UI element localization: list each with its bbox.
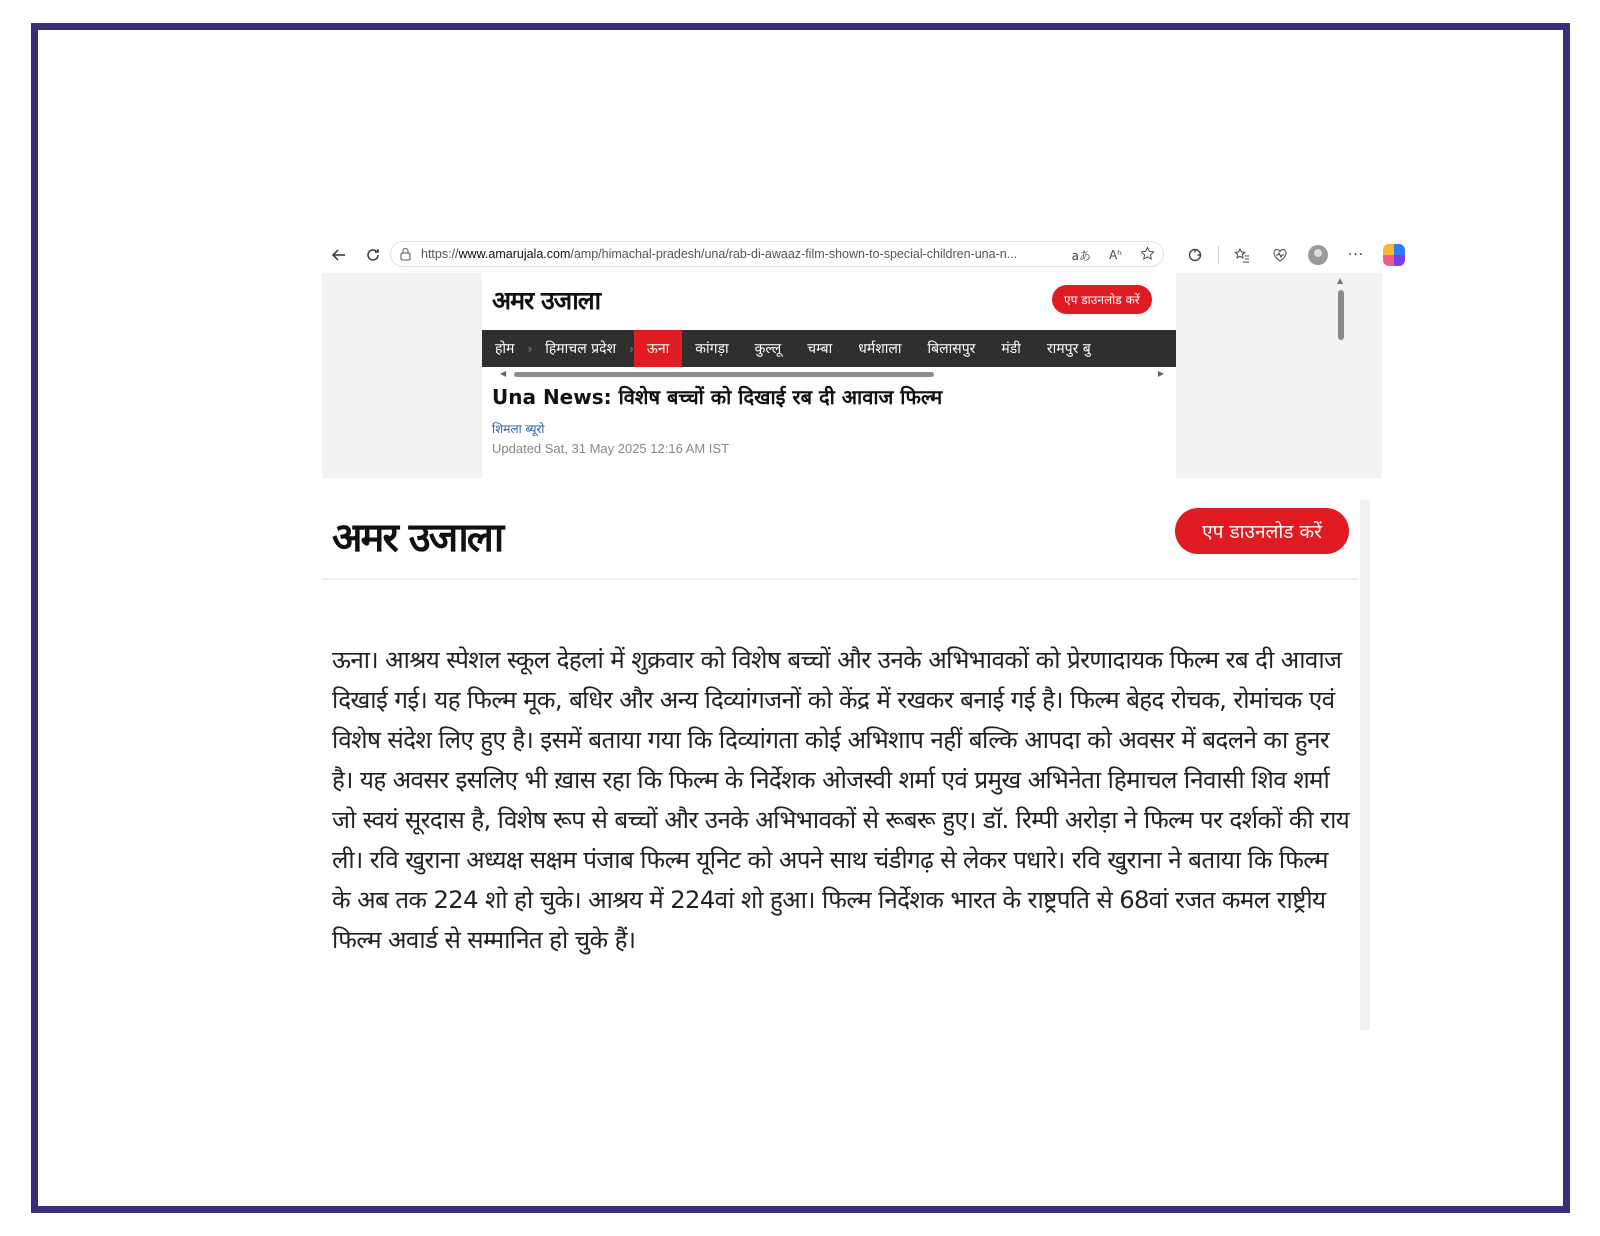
nav-item-home[interactable]: होम [495, 341, 515, 357]
site-logo-large[interactable]: अमर उजाला [332, 514, 503, 561]
nav-item-kangra[interactable]: कांगड़ा [695, 341, 729, 357]
extensions-icon[interactable] [1180, 238, 1210, 272]
lock-icon [399, 247, 413, 261]
read-aloud-icon[interactable]: Aʰ [1108, 248, 1122, 262]
chevron-right-icon: › [629, 341, 634, 356]
chevron-right-icon: › [527, 341, 533, 356]
page-scrollbar[interactable] [1337, 276, 1345, 476]
scroll-rail [1360, 500, 1370, 1030]
nav-item-chamba[interactable]: चम्बा [807, 341, 833, 357]
author-link[interactable]: शिमला ब्यूरो [492, 422, 545, 436]
article-headline: Una News: विशेष बच्चों को दिखाई रब दी आवाज फिल्म [492, 385, 943, 409]
address-bar[interactable] [390, 241, 1164, 267]
nav-item-kullu[interactable]: कुल्लू [754, 341, 782, 357]
site-page [482, 273, 1176, 478]
scroll-left-arrow-icon[interactable]: ◀ [500, 369, 507, 378]
nav-item-mandi[interactable]: मंडी [1001, 341, 1021, 357]
header-divider [322, 578, 1358, 580]
browser-essentials-icon[interactable] [1265, 238, 1295, 272]
nav-horizontal-scrollbar[interactable] [500, 369, 1164, 379]
favorite-star-icon[interactable] [1140, 246, 1155, 264]
nav-item-rampur[interactable]: रामपुर बु [1046, 341, 1091, 357]
translate-icon[interactable]: aあ [1071, 248, 1091, 263]
site-logo[interactable]: अमर उजाला [492, 286, 601, 315]
nav-item-dharamshala[interactable]: धर्मशाला [858, 341, 902, 357]
app-download-button-large[interactable]: एप डाउनलोड करें [1175, 508, 1349, 554]
browser-toolbar [322, 236, 1382, 273]
scroll-right-arrow-icon[interactable]: ▶ [1157, 369, 1164, 378]
favorites-icon[interactable] [1227, 238, 1257, 272]
article-body: ऊना। आश्रय स्पेशल स्कूल देहलां में शुक्रवार को विशेष बच्चों और उनके अभिभावकों को प्रेरणादायक फिल्म रब दी आवाज दिखाई गई। यह फिल्म मूक, बधिर और अन्य दिव्यांगजनों को केंद्र में रखकर बनाई गई है। फिल्म बेहद रोचक, रोमांचक एवं विशेष संदेश लिए हुए है। इसमें बताया गया कि दिव्यांगता कोई अभिशाप नहीं बल्कि आपदा को अवसर में बदलने का हुनर है। यह अवसर इसलिए भी ख़ास रहा कि फिल्म के निर्देशक ओजस्वी शर्मा एवं प्रमुख अभिनेता हिमाचल निवासी शिव शर्मा जो स्वयं सूरदास है, विशेष रूप से बच्चों और उनके अभिभावकों से रूबरू हुए। डॉ. रिम्पी अरोड़ा ने फिल्म पर दर्शकों की राय ली। रवि खुराना अध्यक्ष सक्षम पंजाब फिल्म यूनिट को अपने साथ चंडीगढ़ से लेकर पधारे। रवि खुराना ने बताया कि फिल्म के अब तक 224 शो हो चुके। आश्रय में 224वां शो हुआ। फिल्म निर्देशक भारत के राष्ट्रपति से 68वां रजत कमल राष्ट्रीय फिल्म अवार्ड से सम्मानित हो चुके हैं। [332, 646, 1350, 954]
copilot-icon[interactable] [1379, 238, 1409, 272]
back-icon[interactable] [322, 238, 356, 272]
toolbar-divider [1218, 246, 1219, 264]
category-nav [482, 330, 1176, 367]
browser-window [322, 236, 1382, 478]
nav-scroll-thumb[interactable] [514, 372, 934, 377]
url-text: https://www.amarujala.com/amp/himachal-pradesh/una/rab-di-awaaz-film-shown-to-special-children-una-n... [421, 247, 1018, 261]
scroll-up-arrow-icon[interactable]: ▲ [1337, 276, 1344, 285]
article-zoom [322, 500, 1370, 1030]
updated-timestamp: Updated Sat, 31 May 2025 12:16 AM IST [492, 441, 730, 456]
nav-item-himachal[interactable]: हिमाचल प्रदेश [545, 341, 617, 357]
nav-item-bilaspur[interactable]: बिलासपुर [927, 341, 976, 357]
profile-icon[interactable] [1303, 238, 1333, 272]
scrollbar-thumb[interactable] [1338, 290, 1344, 340]
refresh-icon[interactable] [356, 238, 390, 272]
more-menu-icon[interactable]: ··· [1347, 246, 1365, 263]
app-download-button[interactable]: एप डाउनलोड करें [1052, 285, 1152, 314]
nav-item-una[interactable]: ऊना [634, 330, 682, 367]
